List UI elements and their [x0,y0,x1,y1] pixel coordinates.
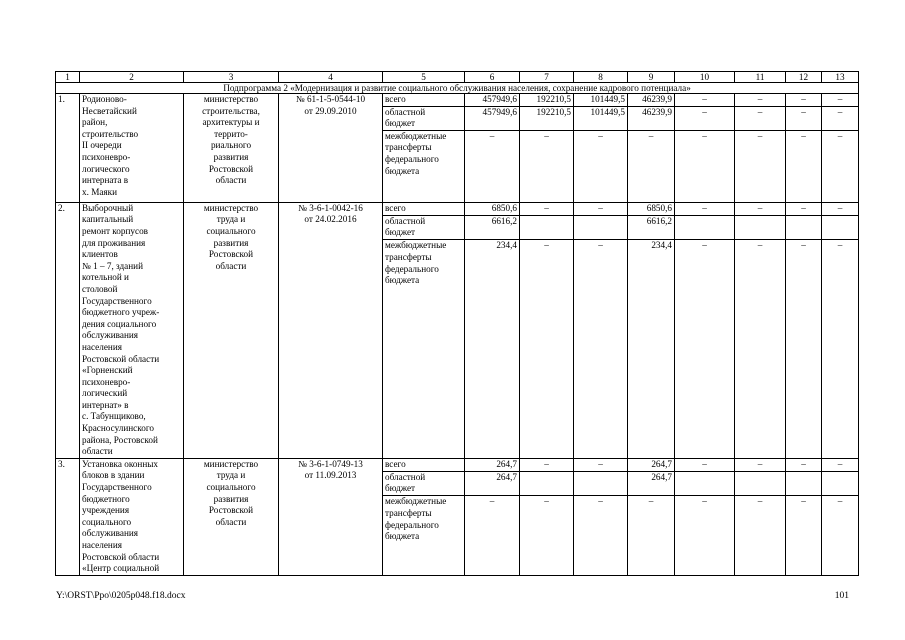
amount-cell: – [675,458,735,471]
column-number-9: 9 [628,72,675,83]
amount-cell: – [574,240,628,459]
amount-cell: 234,4 [628,240,675,459]
amount-cell: 6850,6 [465,202,520,215]
amount-cell [735,215,786,240]
row-number: 1. [56,94,80,203]
ministry-name: министерство строительства, архитектуры и террито- риального развития Ростовской области [184,94,279,203]
amount-cell: 101449,5 [574,106,628,130]
amount-cell: 457949,6 [465,106,520,130]
amount-cell [520,215,574,240]
ministry-name: министерство труда и социального развития Ростовской области [184,458,279,575]
amount-cell: – [786,240,822,459]
amount-cell [786,471,822,496]
amount-cell [822,215,859,240]
amount-cell: 264,7 [465,458,520,471]
funding-source: всего [383,202,465,215]
funding-source: межбюджетные трансферты федерального бюджета [383,496,465,575]
document-number: № 3-6-1-0749-13 от 11.09.2013 [279,458,383,575]
subprogram-row [56,83,859,94]
funding-source: всего [383,458,465,471]
amount-cell: 192210,5 [520,106,574,130]
amount-cell: – [786,94,822,107]
column-number-11: 11 [735,72,786,83]
amount-cell: – [786,458,822,471]
subprogram-title: Подпрограмма 2 «Модернизация и развитие социального обслуживания населения, сохранение кадрового потенциала» [56,83,859,94]
column-number-10: 10 [675,72,735,83]
amount-cell: – [675,202,735,215]
amount-cell: – [735,94,786,107]
budget-table [55,71,859,576]
amount-cell: – [822,496,859,575]
funding-source: областной бюджет [383,215,465,240]
amount-cell: – [675,240,735,459]
amount-cell: – [735,458,786,471]
column-number-13: 13 [822,72,859,83]
amount-cell: – [822,130,859,202]
column-number-2: 2 [80,72,184,83]
amount-cell: – [822,202,859,215]
amount-cell: – [822,94,859,107]
column-number-1: 1 [56,72,80,83]
row-number: 2. [56,202,80,458]
amount-cell: 6616,2 [465,215,520,240]
document-number: № 3-6-1-0042-16 от 24.02.2016 [279,202,383,458]
amount-cell [574,215,628,240]
amount-cell [574,471,628,496]
table-row [56,94,859,107]
ministry-name: министерство труда и социального развития Ростовской области [184,202,279,458]
amount-cell: – [675,94,735,107]
amount-cell: – [574,130,628,202]
funding-source: областной бюджет [383,471,465,496]
amount-cell: 234,4 [465,240,520,459]
amount-cell: – [735,240,786,459]
document-number: № 61-1-5-0544-10 от 29.09.2010 [279,94,383,203]
column-numbers-row [56,72,859,83]
amount-cell: – [520,240,574,459]
amount-cell: 6850,6 [628,202,675,215]
amount-cell: 6616,2 [628,215,675,240]
amount-cell [822,471,859,496]
funding-source: областной бюджет [383,106,465,130]
file-path: Y:\ORST\Ppo\0205p048.f18.docx [56,591,186,601]
funding-source: межбюджетные трансферты федерального бюджета [383,130,465,202]
amount-cell: – [465,130,520,202]
amount-cell: 264,7 [465,471,520,496]
table-row [56,202,859,215]
amount-cell: – [675,496,735,575]
column-number-4: 4 [279,72,383,83]
amount-cell: – [574,496,628,575]
object-name: Установка оконных блоков в здании Государственного бюджетного учреждения социального обслуживания населения Ростовской области «Центр социальной [80,458,184,575]
amount-cell: 101449,5 [574,94,628,107]
amount-cell: 264,7 [628,458,675,471]
column-number-12: 12 [786,72,822,83]
amount-cell [786,215,822,240]
amount-cell: 46239,9 [628,106,675,130]
amount-cell: – [786,496,822,575]
amount-cell: – [675,130,735,202]
table-body [56,72,859,576]
amount-cell: – [675,106,735,130]
amount-cell: – [786,130,822,202]
column-number-3: 3 [184,72,279,83]
object-name: Родионово- Несветайский район, строительство II очереди психоневро- логического интерната в х. Маяки [80,94,184,203]
amount-cell: – [822,240,859,459]
amount-cell: – [786,202,822,215]
page-number: 101 [834,591,849,601]
table-row [56,458,859,471]
amount-cell [520,471,574,496]
amount-cell: – [520,202,574,215]
amount-cell: – [735,202,786,215]
column-number-6: 6 [465,72,520,83]
amount-cell: – [735,130,786,202]
amount-cell: – [735,106,786,130]
amount-cell: – [574,202,628,215]
amount-cell: – [574,458,628,471]
object-name: Выборочный капитальный ремонт корпусов для проживания клиентов № 1 – 7, зданий котельной и столовой Государственного бюджетного учреж- дения социального обслуживания населения Ростовской области «Горненский психоневро- логический интернат» в с. Табунщиково, Красносулинского района, Ростовской области [80,202,184,458]
amount-cell [735,471,786,496]
amount-cell: – [465,496,520,575]
amount-cell [675,471,735,496]
amount-cell: – [520,130,574,202]
column-number-8: 8 [574,72,628,83]
amount-cell: 46239,9 [628,94,675,107]
amount-cell: – [628,130,675,202]
amount-cell: – [520,496,574,575]
amount-cell: – [735,496,786,575]
amount-cell [675,215,735,240]
amount-cell: 264,7 [628,471,675,496]
column-number-5: 5 [383,72,465,83]
funding-source: межбюджетные трансферты федерального бюджета [383,240,465,459]
row-number: 3. [56,458,80,575]
amount-cell: – [628,496,675,575]
amount-cell: – [822,458,859,471]
column-number-7: 7 [520,72,574,83]
amount-cell: – [520,458,574,471]
amount-cell: – [822,106,859,130]
amount-cell: 192210,5 [520,94,574,107]
amount-cell: 457949,6 [465,94,520,107]
amount-cell: – [786,106,822,130]
funding-source: всего [383,94,465,107]
